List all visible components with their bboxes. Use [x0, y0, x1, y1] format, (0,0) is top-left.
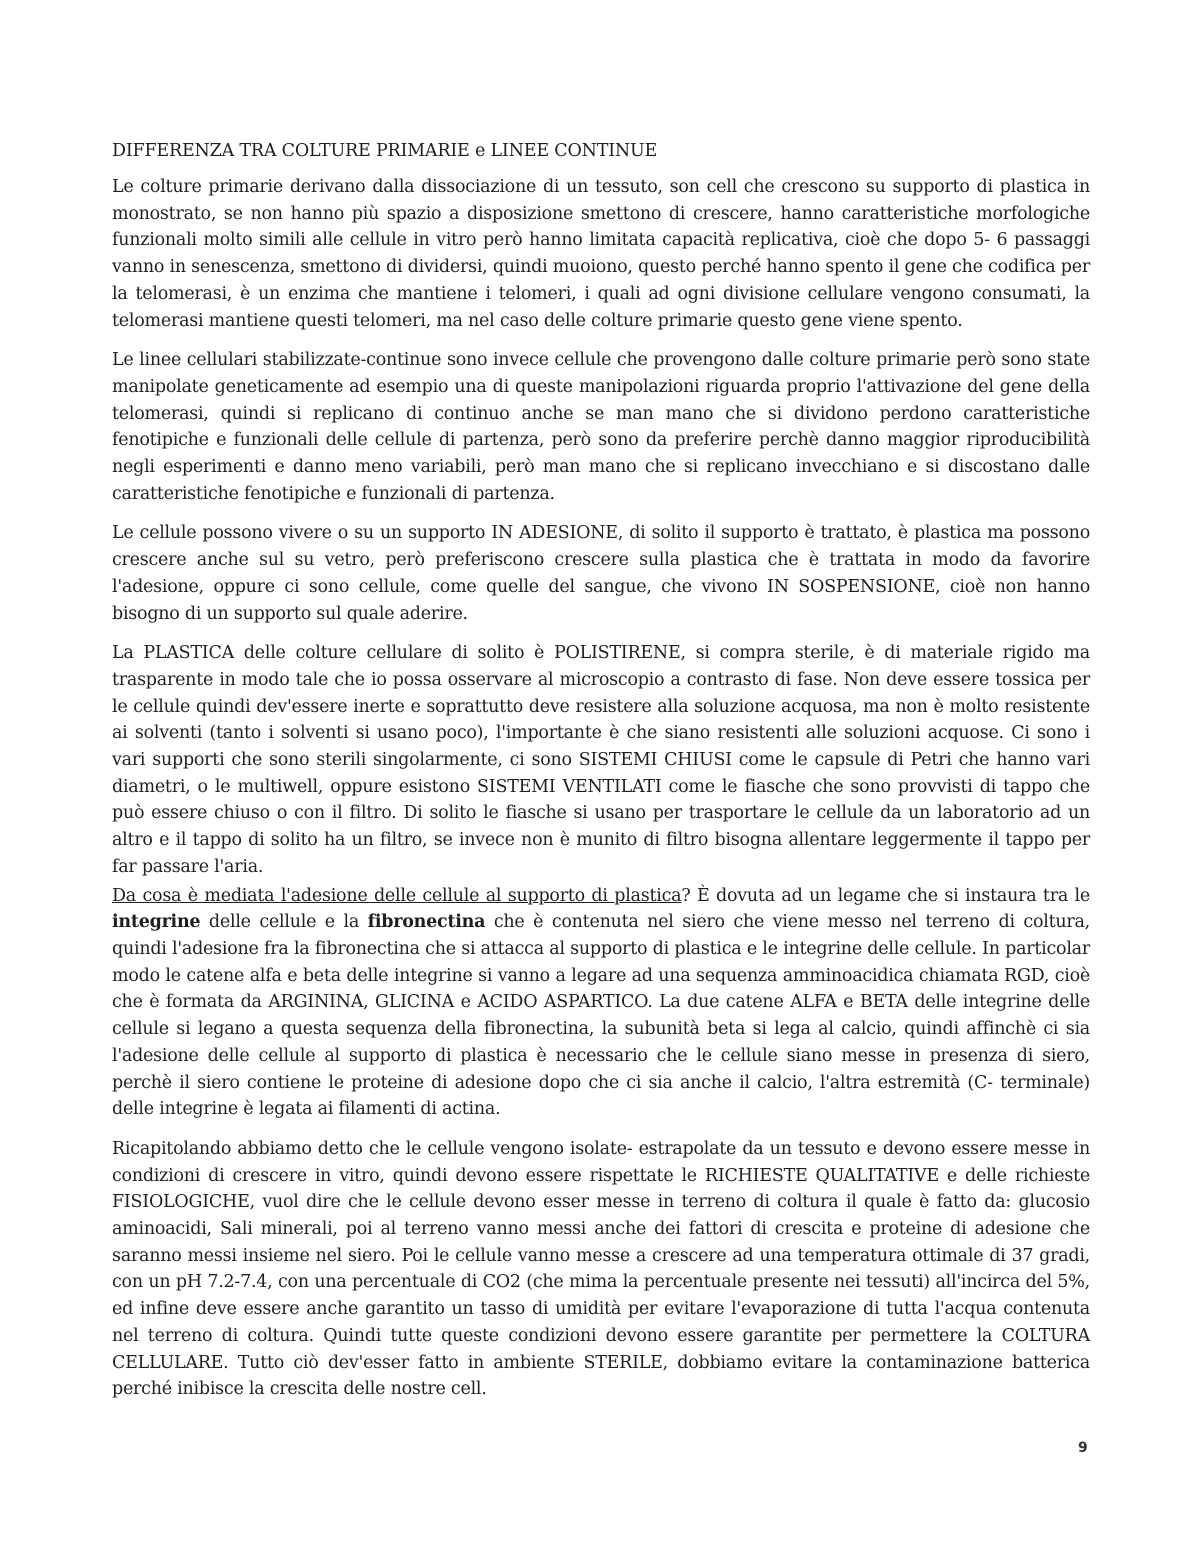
page-number: 9	[1078, 1440, 1088, 1456]
section-title: DIFFERENZA TRA COLTURE PRIMARIE e LINEE CONTINUE	[112, 141, 658, 161]
paragraph-adhesion-suspension: Le cellule possono vivere o su un supporto IN ADESIONE, di solito il supporto è trattato, è plastica ma possono crescere anche sul su vetro, però preferiscono crescere sulla plastica che è trattata in modo da favorire l'adesione, oppure ci sono cellule, come quelle del sangue, che vivono IN SOSPENSIONE, cioè non hanno bisogno di un supporto sul quale aderire.	[112, 523, 1090, 624]
paragraph-adhesion-mediation	[112, 883, 1090, 1123]
text-run: che è contenuta nel siero che viene messo nel terreno di coltura, quindi l'adesione fra la fibronectina che si attacca al supporto di plastica e le integrine delle cellule. In particolar modo le catene alfa e beta delle integrine si vanno a legare ad una sequenza amminoacidica chiamata RGD, cioè che è formata da ARGININA, GLICINA e ACIDO ASPARTICO. La due catene ALFA e BETA delle integrine delle cellule si legano a questa sequenza della fibronectina, la subunità beta si lega al calcio, quindi affinchè ci sia l'adesione delle cellule al supporto di plastica è necessario che le cellule siano messe in presenza di siero, perchè il siero contiene le proteine di adesione dopo che ci sia anche il calcio, l'altra estremità (C- terminale) delle integrine è legata ai filamenti di actina.	[112, 912, 1090, 1120]
document-page	[112, 138, 1090, 1416]
paragraph-primary-cultures: Le colture primarie derivano dalla dissociazione di un tessuto, son cell che crescono su supporto di plastica in monostrato, se non hanno più spazio a disposizione smettono di crescere, hanno caratteristiche morfologiche funzionali molto simili alle cellule in vitro però hanno limitata capacità replicativa, cioè che dopo 5- 6 passaggi vanno in senescenza, smettono di dividersi, quindi muoiono, questo perché hanno spento il gene che codifica per la telomerasi, è un enzima che mantiene i telomeri, i quali ad ogni divisione cellulare vengono consumati, la telomerasi mantiene questi telomeri, ma nel caso delle colture primarie questo gene viene spento.	[112, 177, 1090, 331]
paragraph-continuous-lines: Le linee cellulari stabilizzate-continue sono invece cellule che provengono dalle colture primarie però sono state manipolate geneticamente ad esempio una di queste manipolazioni riguarda proprio l'attivazione del gene della telomerasi, quindi si replicano di continuo anche se man mano che si dividono perdono caratteristiche fenotipiche e funzionali delle cellule di partenza, però sono da preferire perchè danno maggior riproducibilità negli esperimenti e danno meno variabili, però man mano che si replicano invecchiano e si discostano dalle caratteristiche fenotipiche e funzionali di partenza.	[112, 350, 1090, 504]
underlined-question: Da cosa è mediata l'adesione delle cellule al supporto di plastica	[112, 885, 682, 906]
bold-term-integrine: integrine	[112, 912, 201, 933]
bold-term-fibronectina: fibronectina	[367, 912, 486, 933]
text-run: ? È dovuta ad un legame che si instaura tra le	[681, 885, 1090, 906]
text-run: delle cellule e la	[200, 912, 368, 933]
paragraph-summary: Ricapitolando abbiamo detto che le cellule vengono isolate- estrapolate da un tessuto e devono essere messe in condizioni di crescere in vitro, quindi devono essere rispettate le RICHIESTE QUALITATIVE e delle richieste FISIOLOGICHE, vuol dire che le cellule devono esser messe in terreno di coltura il quale è fatto da: glucosio aminoacidi, Sali minerali, poi al terreno vanno messi anche dei fattori di crescita e proteine di adesione che saranno messi insieme nel siero. Poi le cellule vanno messe a crescere ad una temperatura ottimale di 37 gradi, con un pH 7.2-7.4, con una percentuale di CO2 (che mima la percentuale presente nei tessuti) all'incirca del 5%, ed infine deve essere anche garantito un tasso di umidità per evitare l'evaporazione di tutta l'acqua contenuta nel terreno di coltura. Quindi tutte queste condizioni devono essere garantite per permettere la COLTURA CELLULARE. Tutto ciò dev'esser fatto in ambiente STERILE, dobbiamo evitare la contaminazione batterica perché inibisce la crescita delle nostre cell.	[112, 1138, 1090, 1400]
paragraph-plastic: La PLASTICA delle colture cellulare di solito è POLISTIRENE, si compra sterile, è di materiale rigido ma trasparente in modo tale che io possa osservare al microscopio a contrasto di fase. Non deve essere tossica per le cellule quindi dev'essere inerte e soprattutto deve resistere alla soluzione acquosa, ma non è molto resistente ai solventi (tanto i solventi si usano poco), l'importante è che siano resistenti alle soluzioni acquose. Ci sono i vari supporti che sono sterili singolarmente, ci sono SISTEMI CHIUSI come le capsule di Petri che hanno vari diametri, o le multiwell, oppure esistono SISTEMI VENTILATI come le fiasche che sono provvisti di tappo che può essere chiuso o con il filtro. Di solito le fiasche si usano per trasportare le cellule da un laboratorio ad un altro e il tappo di solito ha un filtro, se invece non è munito di filtro bisogna allentare leggermente il tappo per far passare l'aria.	[112, 643, 1090, 877]
